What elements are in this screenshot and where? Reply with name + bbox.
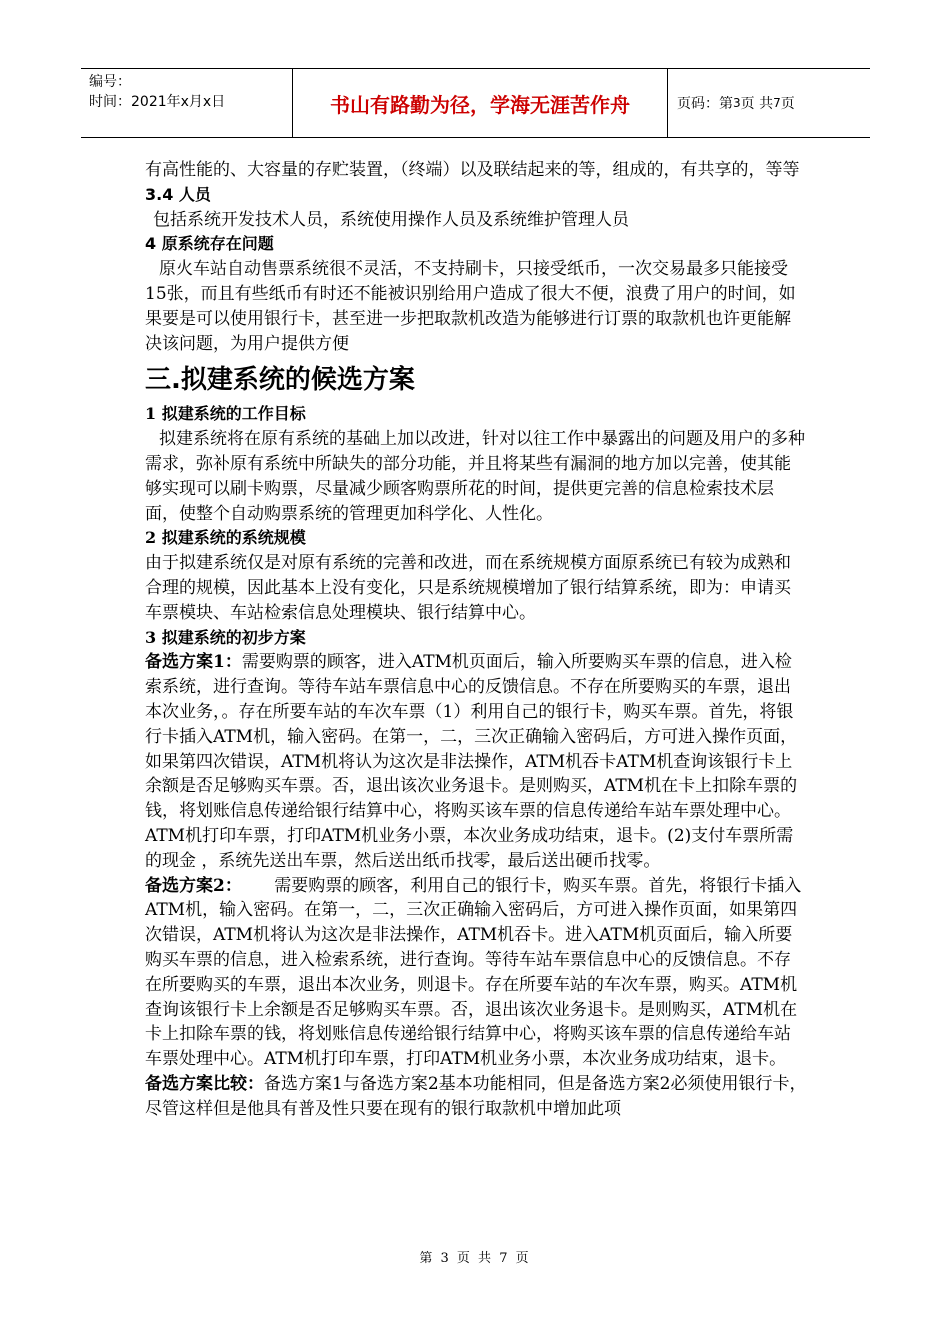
page-total: 7	[773, 96, 781, 110]
code-label: 编号：	[89, 74, 131, 90]
heading-4: 4 原系统存在问题	[145, 234, 274, 254]
paragraph-2: 由于拟建系统仅是对原有系统的完善和改进，而在系统规模方面原系统已有较为成熟和合理的规模，因此基本上没有变化，只是系统规模增加了银行结算系统，即为：申请买车票模块、车站检索信息处理模块、银行结算中心。	[145, 553, 791, 623]
document-body	[145, 158, 807, 1121]
paragraph-option-2	[145, 874, 807, 1072]
heading-2: 2 拟建系统的系统规模	[145, 528, 306, 548]
heading-3: 3 拟建系统的初步方案	[145, 627, 306, 647]
paragraph-3-4: 包括系统开发技术人员，系统使用操作人员及系统维护管理人员	[153, 209, 629, 230]
paragraph-4: 原火车站自动售票系统很不灵活，不支持刷卡，只接受纸币，一次交易最多只能接受15张，而且有些纸币有时还不能被识别给用户造成了很大不便，浪费了用户的时间，如果要是可以使用银行卡，甚至进一步把取款机改造为能够进行订票的取款机也许更能解决该问题，为用户提供方便	[145, 259, 796, 354]
page-suffix: 页	[780, 96, 795, 112]
option-1-label: 备选方案1：	[145, 652, 242, 673]
option-1-text: 需要购票的顾客，进入ATM机页面后，输入所要购买车票的信息，进入检索系统，进行查询。等待车站车票信息中心的反馈信息。不存在所要购买的车票，退出本次业务，。存在所要车站的车次车票（1）利用自己的银行卡，购买车票。首先，将银行卡插入ATM机，输入密码。在第一，二，三次正确输入密码后，方可进入操作页面，如果第四次错误，ATM机将认为这次是非法操作，ATM机吞卡ATM机查询该银行卡上余额是否足够购买车票。否，退出该次业务退卡。是则购买，ATM机在卡上扣除车票的钱，将划账信息传递给银行结算中心，将购买该车票的信息传递给车站车票处理中心。ATM机打印车票，打印ATM机业务小票，本次业务成功结束，退卡。(2)支付车票所需的现金 ，系统先送出车票，然后送出纸币找零，最后送出硬币找零。	[145, 652, 798, 871]
section-title: 三.拟建系统的候选方案	[145, 365, 415, 396]
page-footer: 第 3 页 共 7 页	[419, 1251, 531, 1266]
option-2-text: 需要购票的顾客，利用自己的银行卡，购买车票。首先，将银行卡插入ATM机，输入密码。在第一，二，三次正确输入密码后，方可进入操作页面，如果第四次错误，ATM机将认为这次是非法操作，ATM机吞卡。进入ATM机页面后，输入所要购买车票的信息，进入检索系统，进行查询。等待车站车票信息中心的反馈信息。不存在所要购买的车票，退出本次业务，则退卡。存在所要车站的车次车票，购买。ATM机查询该银行卡上余额是否足够购买车票。否，退出该次业务退卡。是则购买，ATM机在卡上扣除车票的钱，将划账信息传递给银行结算中心，将购买该车票的信息传递给车站车票处理中心。ATM机打印车票，打印ATM机业务小票，本次业务成功结束，退卡。	[145, 875, 802, 1070]
header-motto: 书山有路勤为径，学海无涯苦作舟	[293, 69, 668, 137]
page-prefix: 页码：第	[677, 96, 733, 112]
header-page-info	[668, 69, 870, 137]
header-meta	[81, 69, 293, 137]
page-mid: 页 共	[740, 96, 774, 112]
paragraph-comparison	[145, 1072, 807, 1122]
paragraph-option-1	[145, 650, 807, 873]
date-label: 时间：2021年x月x日	[89, 94, 226, 110]
comparison-text: 备选方案1与备选方案2基本功能相同，但是备选方案2必须使用银行卡，尽管这样但是他具有普及性只要在现有的银行取款机中增加此项	[145, 1073, 807, 1119]
comparison-label: 备选方案比较：	[145, 1073, 264, 1094]
paragraph-1: 拟建系统将在原有系统的基础上加以改进，针对以往工作中暴露出的问题及用户的多种需求，弥补原有系统中所缺失的部分功能，并且将某些有漏洞的地方加以完善，使其能够实现可以刷卡购票，尽量减少顾客购票所花的时间，提供更完善的信息检索技术层面，使整个自动购票系统的管理更加科学化、人性化。	[145, 429, 805, 524]
page-header	[81, 68, 870, 138]
heading-3-4: 3.4 人员	[145, 184, 211, 204]
heading-1: 1 拟建系统的工作目标	[145, 404, 306, 424]
option-2-label: 备选方案2：	[145, 875, 242, 896]
page-number: 3	[733, 96, 741, 110]
paragraph-intro: 有高性能的、大容量的存贮装置，（终端）以及联结起来的等，组成的，有共享的，等等	[145, 160, 800, 180]
